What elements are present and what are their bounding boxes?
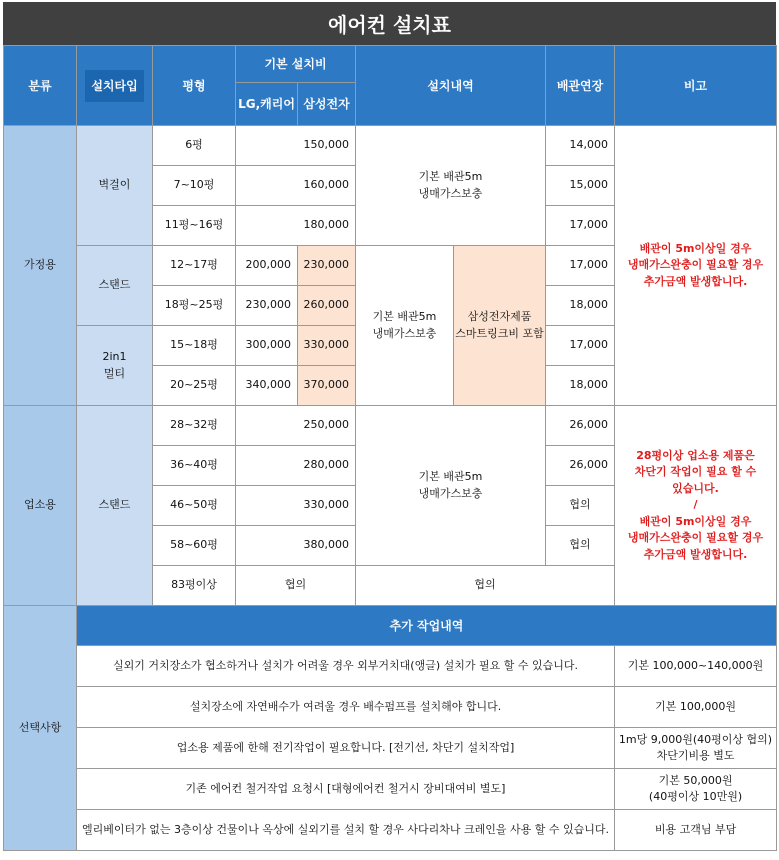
header-lg-carrier: LG,캐리어: [236, 83, 298, 126]
option-desc: 실외기 거치장소가 협소하거나 설치가 어려울 경우 외부거치대(앵글) 설치가 필요 할 수 있습니다.: [77, 646, 615, 687]
options-header: 추가 작업내역: [77, 606, 777, 646]
size-cell: 12~17평: [153, 246, 236, 286]
price-cell: 150,000: [236, 126, 356, 166]
option-desc: 업소용 제품에 한해 전기작업이 필요합니다. [전기선, 차단기 설치작업]: [77, 728, 615, 769]
option-desc: 엘리베이터가 없는 3층이상 건물이나 옥상에 실외기를 설치 할 경우 사다리차나 크레인을 사용 할 수 있습니다.: [77, 810, 615, 851]
details-samsung: 삼성전자제품 스마트링크비 포함: [454, 246, 546, 406]
header-base-cost: 기본 설치비: [236, 46, 356, 83]
pipe-cell: 26,000: [546, 446, 615, 486]
header-category: 분류: [4, 46, 77, 126]
option-price: 기본 100,000원: [615, 687, 777, 728]
pipe-cell: 14,000: [546, 126, 615, 166]
size-cell: 11평~16평: [153, 206, 236, 246]
install-price-table: [3, 45, 777, 851]
pipe-cell: 15,000: [546, 166, 615, 206]
pipe-cell: 18,000: [546, 286, 615, 326]
header-pipe-ext: 배관연장: [546, 46, 615, 126]
size-cell: 18평~25평: [153, 286, 236, 326]
pipe-cell: 협의: [546, 526, 615, 566]
price-cell: 280,000: [236, 446, 356, 486]
category-business: 업소용: [4, 406, 77, 606]
pipe-cell: 18,000: [546, 366, 615, 406]
option-desc: 설치장소에 자연배수가 여려울 경우 배수펌프를 설치해야 합니다.: [77, 687, 615, 728]
header-size: 평형: [153, 46, 236, 126]
price-lg-cell: 230,000: [236, 286, 298, 326]
option-price: 기본 100,000~140,000원: [615, 646, 777, 687]
details-basic: 기본 배관5m 냉매가스보충: [356, 246, 454, 406]
price-samsung-cell: 230,000: [298, 246, 356, 286]
header-install-type-label: 설치타입: [85, 70, 143, 102]
details-wall: 기본 배관5m 냉매가스보충: [356, 126, 546, 246]
size-cell: 15~18평: [153, 326, 236, 366]
details-business: 기본 배관5m 냉매가스보충: [356, 406, 546, 566]
price-cell: 250,000: [236, 406, 356, 446]
pipe-cell: 17,000: [546, 326, 615, 366]
price-cell: 380,000: [236, 526, 356, 566]
pipe-cell: 협의: [546, 486, 615, 526]
price-cell: 협의: [236, 566, 356, 606]
price-samsung-cell: 370,000: [298, 366, 356, 406]
details-business-last: 협의: [356, 566, 615, 606]
size-cell: 6평: [153, 126, 236, 166]
type-business-stand: 스탠드: [77, 406, 153, 606]
size-cell: 28~32평: [153, 406, 236, 446]
header-details: 설치내역: [356, 46, 546, 126]
category-household: 가정용: [4, 126, 77, 406]
size-cell: 36~40평: [153, 446, 236, 486]
pipe-cell: 17,000: [546, 246, 615, 286]
category-options: 선택사항: [4, 606, 77, 851]
size-cell: 83평이상: [153, 566, 236, 606]
header-note: 비고: [615, 46, 777, 126]
type-multi: 2in1 멀티: [77, 326, 153, 406]
header-install-type: [77, 46, 153, 126]
size-cell: 58~60평: [153, 526, 236, 566]
note-household: 배관이 5m이상일 경우 냉매가스완충이 필요할 경우 추가금액 발생합니다.: [615, 126, 777, 406]
price-cell: 180,000: [236, 206, 356, 246]
pipe-cell: 26,000: [546, 406, 615, 446]
price-lg-cell: 200,000: [236, 246, 298, 286]
price-cell: 330,000: [236, 486, 356, 526]
type-wall: 벽걸이: [77, 126, 153, 246]
option-desc: 기존 에어컨 철거작업 요청시 [대형에어컨 철거시 장비대여비 별도]: [77, 769, 615, 810]
size-cell: 46~50평: [153, 486, 236, 526]
price-lg-cell: 340,000: [236, 366, 298, 406]
price-samsung-cell: 260,000: [298, 286, 356, 326]
note-business: 28평이상 업소용 제품은 차단기 작업이 필요 할 수 있습니다. / 배관이 5m이상일 경우 냉매가스완충이 필요할 경우 추가금액 발생합니다.: [615, 406, 777, 606]
page-title: 에어컨 설치표: [3, 2, 776, 45]
option-price: 비용 고객님 부담: [615, 810, 777, 851]
header-samsung: 삼성전자: [298, 83, 356, 126]
option-price: 기본 50,000원 (40평이상 10만원): [615, 769, 777, 810]
option-price: 1m당 9,000원(40평이상 협의) 차단기비용 별도: [615, 728, 777, 769]
pipe-cell: 17,000: [546, 206, 615, 246]
type-stand: 스탠드: [77, 246, 153, 326]
size-cell: 7~10평: [153, 166, 236, 206]
size-cell: 20~25평: [153, 366, 236, 406]
price-cell: 160,000: [236, 166, 356, 206]
price-samsung-cell: 330,000: [298, 326, 356, 366]
price-lg-cell: 300,000: [236, 326, 298, 366]
